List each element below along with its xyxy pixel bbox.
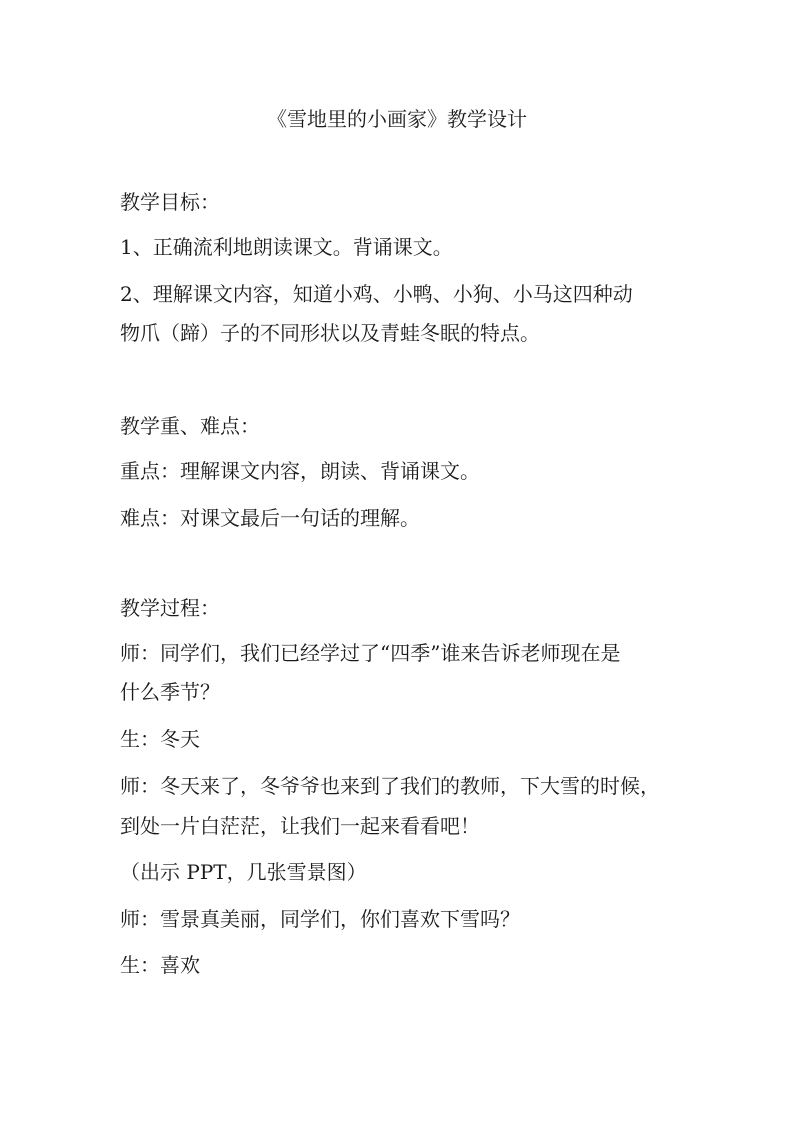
- objective-1: 1、正确流利地朗读课文。背诵课文。: [120, 235, 453, 259]
- section-heading-objectives: 教学目标：: [120, 190, 220, 214]
- stage-direction: （出示 PPT，几张雪景图）: [120, 860, 367, 884]
- dialogue-line: 生：喜欢: [120, 953, 200, 977]
- dialogue-line: 到处一片白茫茫，让我们一起来看看吧！: [120, 814, 480, 838]
- document-title: 《雪地里的小画家》教学设计: [267, 107, 527, 131]
- dialogue-line: 师：雪景真美丽，同学们，你们喜欢下雪吗？: [120, 907, 520, 931]
- dialogue-line: 生：冬天: [120, 727, 200, 751]
- objective-2-line-1: 2、理解课文内容，知道小鸡、小鸭、小狗、小马这四种动: [120, 282, 633, 306]
- dialogue-line: 师：冬天来了，冬爷爷也来到了我们的教师，下大雪的时候，: [120, 774, 660, 798]
- dialogue-line: 什么季节？: [120, 680, 220, 704]
- dialogue-line: 师：同学们，我们已经学过了“四季”谁来告诉老师现在是: [120, 641, 621, 665]
- objective-2-line-2: 物爪（蹄）子的不同形状以及青蛙冬眠的特点。: [120, 321, 540, 345]
- section-heading-key-points: 教学重、难点：: [120, 414, 260, 438]
- difficult-point: 难点：对课文最后一句话的理解。: [120, 506, 420, 530]
- section-heading-process: 教学过程：: [120, 596, 220, 620]
- key-point: 重点：理解课文内容，朗读、背诵课文。: [120, 459, 480, 483]
